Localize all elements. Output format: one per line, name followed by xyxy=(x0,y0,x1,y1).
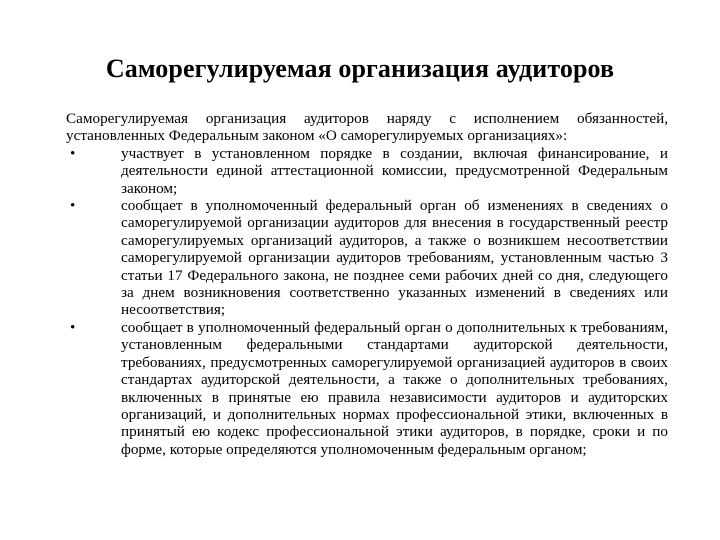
bullet-item-reporting-changes xyxy=(66,197,668,319)
bullet-icon: • xyxy=(70,197,76,215)
bullet-text: сообщает в уполномоченный федеральный орган об изменениях в сведениях о саморегулируемой организации аудиторов для внесения в государственный реестр саморегулируемых организаций аудиторов, а также о возникшем несоответствии саморегулируемой организации аудиторов требованиям, установленным частью 3 статьи 17 Федерального закона, не позднее семи рабочих дней со дня, следующего за днем возникновения соответственно указанных изменений в сведениях или несоответствия; xyxy=(121,197,668,319)
bullet-text: сообщает в уполномоченный федеральный орган о дополнительных к требованиям, установленным федеральными стандартами аудиторской деятельности, требованиях, предусмотренных саморегулируемой организацией аудиторов в своих стандартах аудиторской деятельности, а также о дополнительных требованиях, включенных в принятые ею правила независимости аудиторов и аудиторских организаций, и дополнительных нормах профессиональной этики, включенных в принятый ею кодекс профессиональной этики аудиторов, в порядке, сроки и по форме, которые определяются уполномоченным федеральным органом; xyxy=(121,318,668,458)
bullet-icon: • xyxy=(70,144,76,162)
page-title: Саморегулируемая организация аудиторов xyxy=(105,54,615,83)
bullet-text: участвует в установленном порядке в создании, включая финансирование, и деятельности единой аттестационной комиссии, предусмотренной Федеральным законом; xyxy=(121,144,668,197)
bullet-item-additional-requirements xyxy=(66,319,668,458)
bullet-icon: • xyxy=(70,318,76,336)
intro-paragraph: Саморегулируемая организация аудиторов наряду с исполнением обязанностей, установленных Федеральным законом «О саморегулируемых организациях»: xyxy=(66,110,668,145)
content-body xyxy=(66,110,668,458)
bullet-list xyxy=(66,145,668,458)
bullet-item-participation xyxy=(66,145,668,197)
